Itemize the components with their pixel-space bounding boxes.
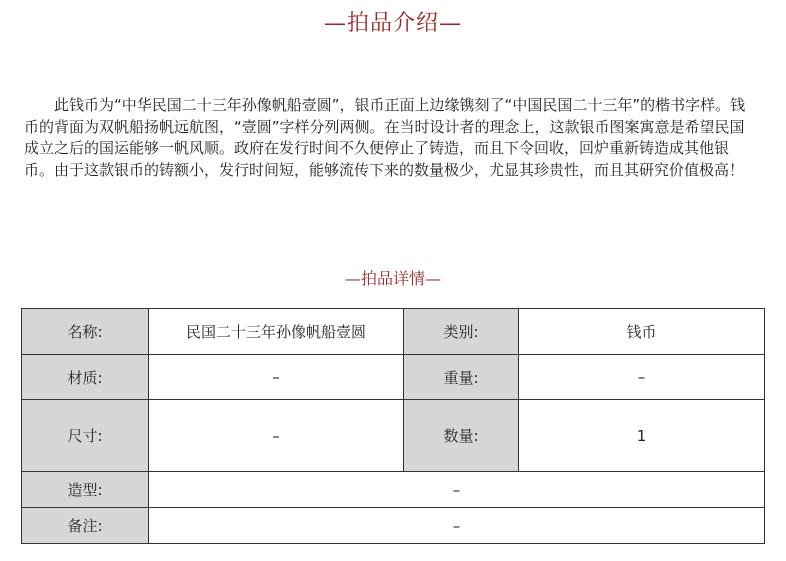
material-value: – xyxy=(149,355,404,400)
table-row xyxy=(22,355,765,400)
size-value: – xyxy=(149,400,404,472)
table-row xyxy=(22,472,765,508)
details-table xyxy=(21,308,765,544)
intro-title: —拍品介绍— xyxy=(323,11,462,36)
quantity-label: 数量: xyxy=(404,400,519,472)
name-value: 民国二十三年孙像帆船壹圆 xyxy=(149,309,404,355)
category-value: 钱币 xyxy=(519,309,765,355)
shape-label: 造型: xyxy=(22,472,149,508)
size-label: 尺寸: xyxy=(22,400,149,472)
weight-value: – xyxy=(519,355,765,400)
table-row xyxy=(22,400,765,472)
name-label: 名称: xyxy=(22,309,149,355)
table-row xyxy=(22,508,765,544)
details-title: —拍品详情— xyxy=(344,269,441,288)
remark-value: – xyxy=(149,508,765,544)
intro-paragraph: 此钱币为“中华民国二十三年孙像帆船壹圆”，银币正面上边缘镌刻了“中国民国二十三年”的楷书字样。钱币的背面为双帆船扬帆远航图，“壹圆”字样分列两侧。在当时设计者的理念上，这款银币图案寓意是希望民国成立之后的国运能够一帆风顺。政府在发行时间不久便停止了铸造，而且下令回收，回炉重新铸造成其他银币。由于这款银币的铸额小，发行时间短，能够流传下来的数量极少，尤显其珍贵性，而且其研究价值极高！ xyxy=(24,96,746,179)
quantity-value: 1 xyxy=(519,400,765,472)
shape-value: – xyxy=(149,472,765,508)
table-row xyxy=(22,309,765,355)
weight-label: 重量: xyxy=(404,355,519,400)
remark-label: 备注: xyxy=(22,508,149,544)
material-label: 材质: xyxy=(22,355,149,400)
category-label: 类别: xyxy=(404,309,519,355)
